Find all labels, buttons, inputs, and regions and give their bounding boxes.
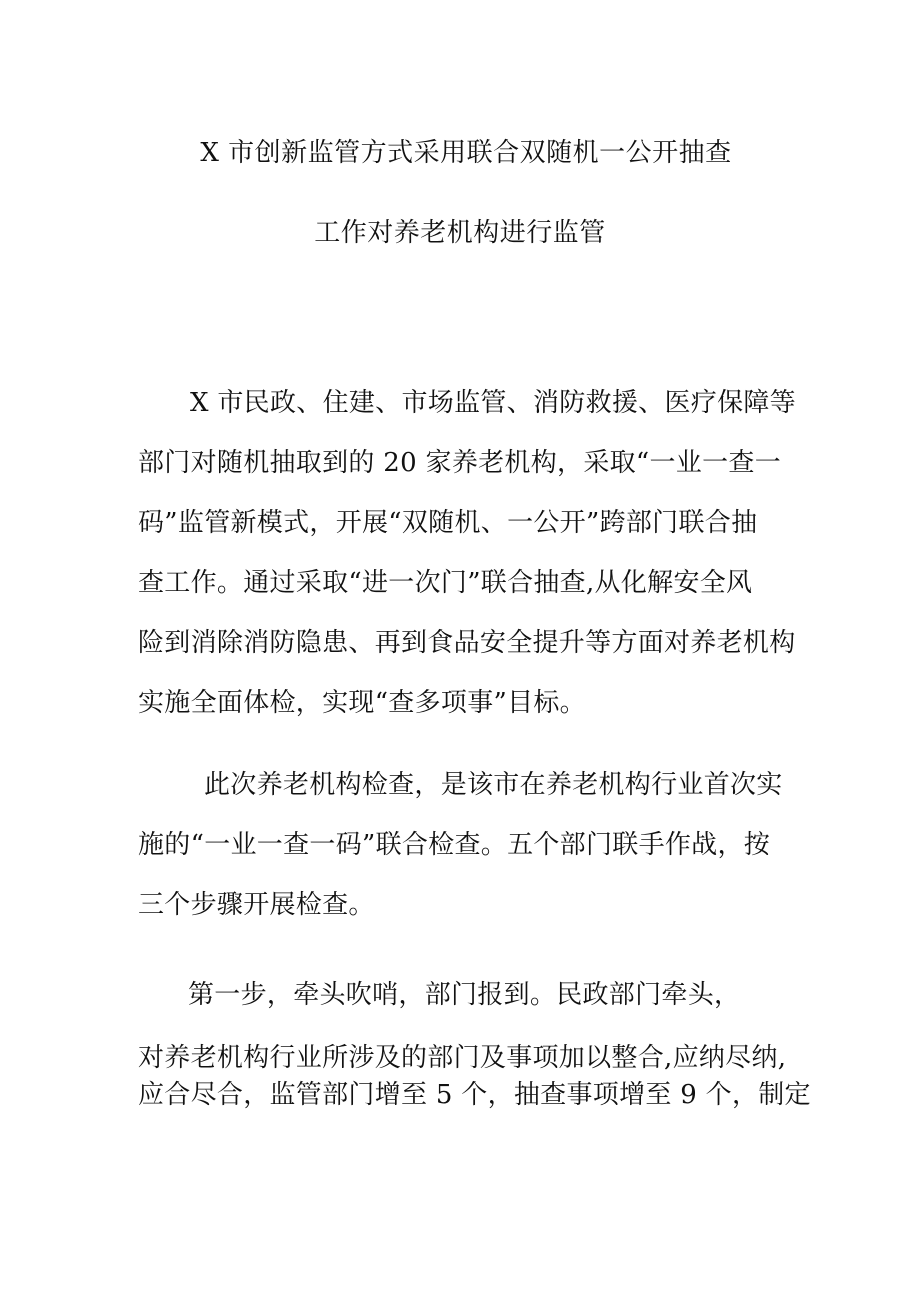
paragraph-line: 部门对随机抽取到的 20 家养老机构，采取“一业一查一 — [138, 448, 782, 478]
paragraph-line: 码”监管新模式，开展“双随机、一公开”跨部门联合抽 — [138, 508, 758, 538]
paragraph-line: 应合尽合，监管部门增至 5 个，抽查事项增至 9 个，制定 — [138, 1080, 811, 1110]
document-title-line-1: X 市创新监管方式采用联合双随机一公开抽查 — [200, 138, 732, 168]
paragraph-line: 施的“一业一查一码”联合检查。五个部门联手作战，按 — [138, 830, 771, 860]
paragraph-line: 对养老机构行业所涉及的部门及事项加以整合,应纳尽纳, — [138, 1043, 787, 1073]
paragraph-line: 第一步，牵头吹哨，部门报到。民政部门牵头， — [188, 980, 741, 1010]
paragraph-line: 此次养老机构检查，是该市在养老机构行业首次实 — [204, 770, 783, 800]
paragraph-line: 查工作。通过采取“进一次门”联合抽查,从化解安全风 — [138, 568, 753, 598]
paragraph-line: 三个步骤开展检查。 — [138, 890, 375, 920]
paragraph-line: X 市民政、住建、市场监管、消防救援、医疗保障等 — [190, 388, 796, 418]
document-title-line-2: 工作对养老机构进行监管 — [314, 218, 606, 248]
paragraph-line: 实施全面体检，实现“查多项事”目标。 — [138, 688, 586, 718]
paragraph-line: 险到消除消防隐患、再到食品安全提升等方面对养老机构 — [138, 628, 796, 658]
